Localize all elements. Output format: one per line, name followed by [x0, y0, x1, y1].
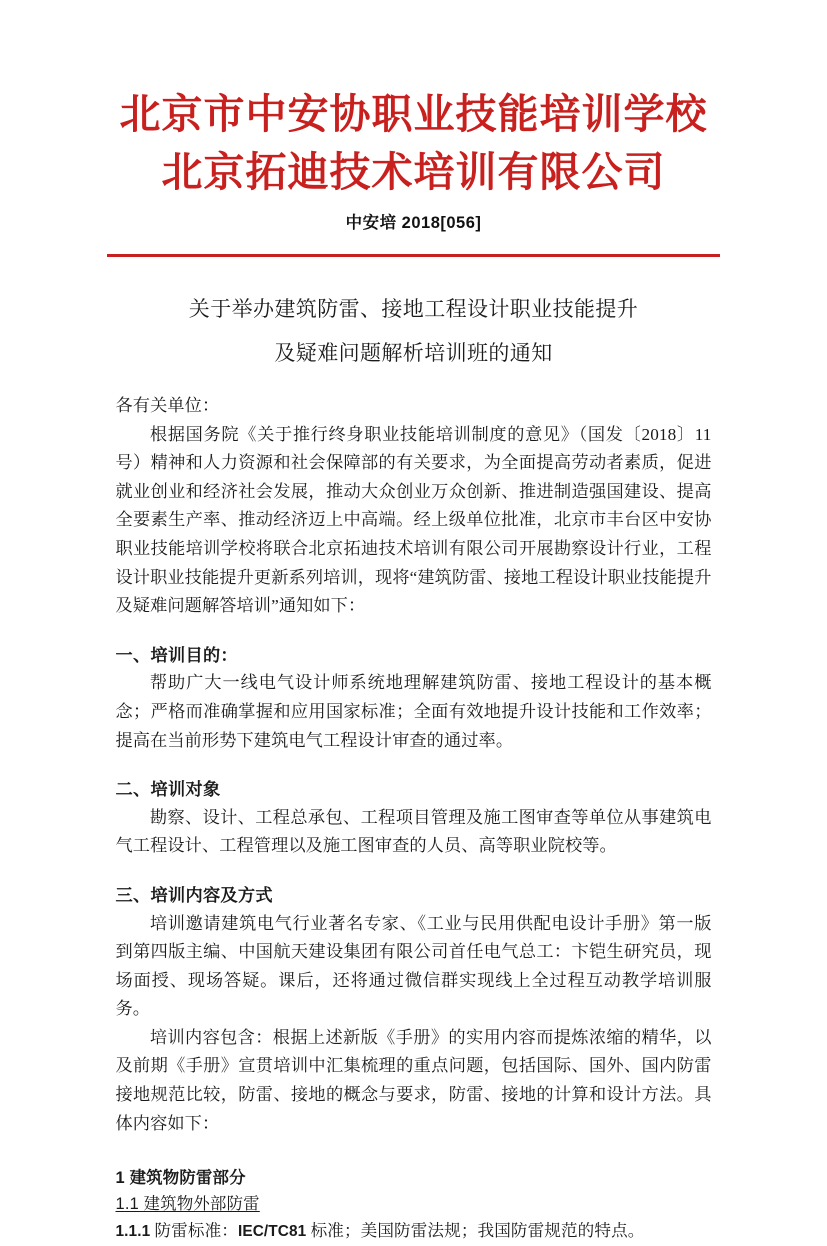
section-1-paragraph-1: 帮助广大一线电气设计师系统地理解建筑防雷、接地工程设计的基本概念；严格而准确掌握和应用国家标准；全面有效地提升设计技能和工作效率；提高在当前形势下建筑电气工程设计审查的通过率。	[115, 673, 712, 750]
outline-level-3-text-b: 标准；美国防雷法规；我国防雷规范的特点。	[310, 1221, 645, 1241]
title-line-2: 及疑难问题解析培训班的通知	[274, 341, 553, 365]
red-horizontal-rule	[107, 254, 720, 257]
title-line-1: 关于举办建筑防雷、接地工程设计职业技能提升	[188, 297, 639, 321]
section-heading-1: 一、培训目的：	[115, 644, 238, 665]
spacer	[116, 861, 712, 881]
outline-level-3-number: 1.1.1	[115, 1223, 151, 1241]
letterhead	[0, 0, 827, 234]
section-heading-2: 二、培训对象	[115, 779, 221, 800]
outline-level-2: 1.1 建筑物外部防雷	[115, 1195, 260, 1214]
spacer	[116, 621, 712, 641]
section-heading-3: 三、培训内容及方式	[115, 884, 273, 905]
outline-level-3-text-a: 防雷标准：	[154, 1221, 238, 1241]
document-number: 中安培 2018[056]	[345, 214, 482, 232]
page-title	[0, 287, 827, 375]
spacer	[116, 1138, 712, 1165]
organization-name-line-1: 北京市中安协职业技能培训学校	[119, 91, 708, 137]
section-3-paragraph-1: 培训邀请建筑电气行业著名专家、《工业与民用供配电设计手册》第一版到第四版主编、中国航天建设集团有限公司首任电气总工：卞铠生研究员，现场面授、现场答疑。课后，还将通过微信群实现线上全过程互动教学培训服务。	[115, 913, 712, 1019]
salutation: 各有关单位：	[115, 396, 220, 415]
outline-level-3-standard: IEC/TC81	[237, 1223, 307, 1241]
document-body	[116, 375, 712, 1246]
outline-level-3	[116, 1217, 712, 1246]
section-3-paragraph-2: 培训内容包含：根据上述新版《手册》的实用内容而提炼浓缩的精华，以及前期《手册》宣贯培训中汇集梳理的重点问题，包括国际、国外、国内防雷接地规范比较，防雷、接地的概念与要求，防雷、接地的计算和设计方法。具体内容如下：	[115, 1027, 712, 1133]
spacer	[116, 755, 712, 775]
intro-paragraph: 根据国务院《关于推行终身职业技能培训制度的意见》（国发〔2018〕11 号）精神和人力资源和社会保障部的有关要求，为全面提高劳动者素质，促进就业创业和经济社会发展，推动大众创业万众创新、推进制造强国建设、提高全要素生产率、推动经济迈上中高端。经上级单位批准，北京市丰台区中安协职业技能培训学校将联合北京拓迪技术培训有限公司开展勘察设计行业，工程设计职业技能提升更新系列培训，现将“建筑防雷、接地工程设计职业技能提升及疑难问题解答培训”通知如下：	[115, 424, 712, 616]
outline-level-1: 1 建筑物防雷部分	[115, 1169, 246, 1188]
section-2-paragraph-1: 勘察、设计、工程总承包、工程项目管理及施工图审查等单位从事建筑电气工程设计、工程管理以及施工图审查的人员、高等职业院校等。	[115, 807, 712, 856]
organization-name-line-2: 北京拓迪技术培训有限公司	[161, 149, 666, 195]
